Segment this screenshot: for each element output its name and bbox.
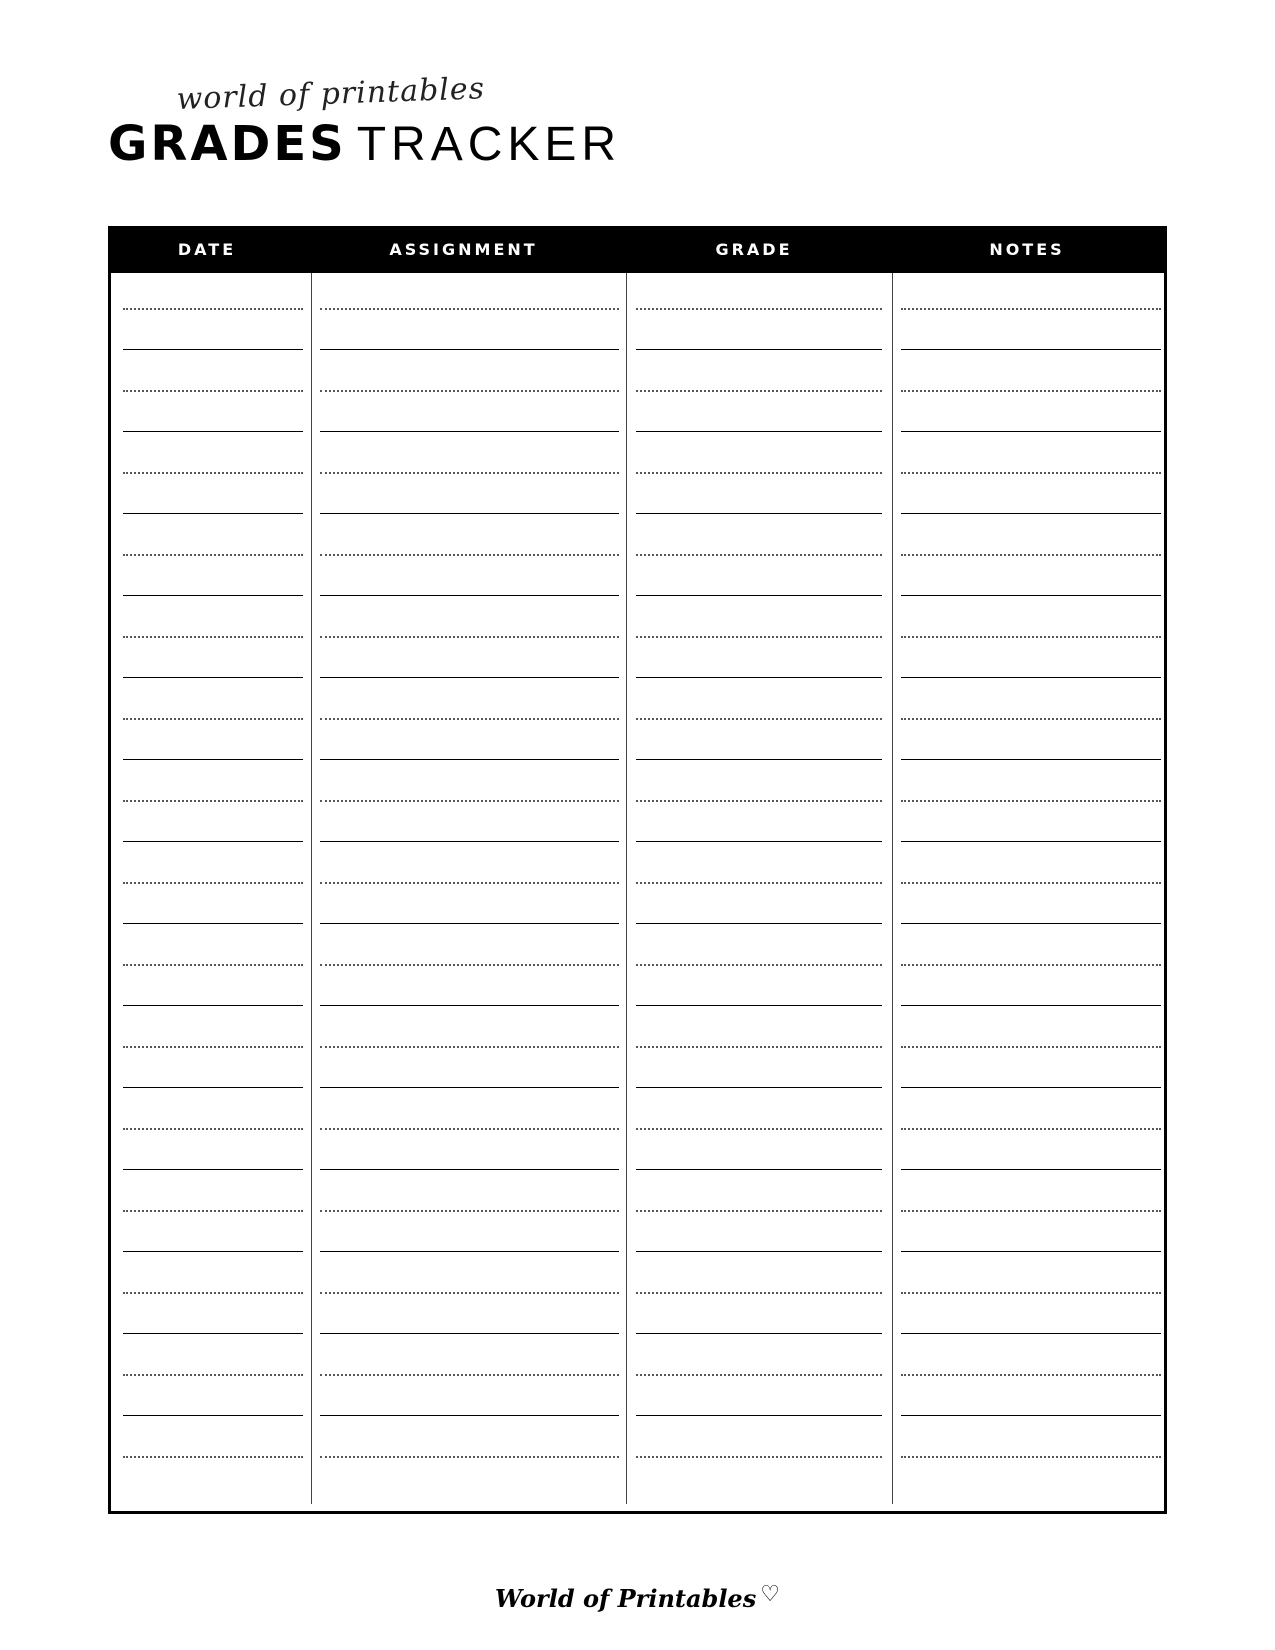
writing-line-solid	[901, 1169, 1161, 1170]
writing-line-solid	[901, 677, 1161, 678]
writing-line-dotted	[901, 636, 1161, 638]
writing-line-dotted	[636, 800, 882, 802]
writing-line-solid	[320, 513, 619, 514]
writing-line-dotted	[636, 1374, 882, 1376]
writing-line-dotted	[636, 308, 882, 310]
writing-line-dotted	[320, 390, 619, 392]
writing-line-solid	[123, 1251, 303, 1252]
writing-line-dotted	[320, 964, 619, 966]
writing-line-dotted	[636, 1046, 882, 1048]
writing-line-dotted	[901, 1046, 1161, 1048]
column-header-grade: GRADE	[715, 240, 793, 259]
writing-line-solid	[320, 1169, 619, 1170]
writing-line-dotted	[320, 1292, 619, 1294]
writing-line-solid	[636, 841, 882, 842]
column-header-assignment: ASSIGNMENT	[389, 240, 538, 259]
column-divider	[311, 273, 312, 1504]
writing-line-dotted	[320, 1456, 619, 1458]
writing-line-solid	[123, 595, 303, 596]
writing-line-solid	[123, 431, 303, 432]
writing-line-solid	[901, 1415, 1161, 1416]
writing-line-solid	[636, 595, 882, 596]
writing-line-dotted	[320, 554, 619, 556]
title-bold: GRADES	[108, 116, 347, 172]
writing-line-dotted	[636, 472, 882, 474]
writing-line-dotted	[123, 964, 303, 966]
writing-line-solid	[636, 677, 882, 678]
writing-line-dotted	[636, 718, 882, 720]
writing-line-solid	[320, 677, 619, 678]
writing-line-dotted	[320, 1046, 619, 1048]
writing-line-dotted	[636, 554, 882, 556]
column-header-date: DATE	[177, 240, 237, 259]
footer-brand-text: World of Printables	[495, 1584, 757, 1613]
writing-line-solid	[320, 595, 619, 596]
writing-line-solid	[320, 1087, 619, 1088]
writing-line-solid	[123, 677, 303, 678]
writing-line-dotted	[901, 882, 1161, 884]
writing-line-dotted	[901, 472, 1161, 474]
writing-line-dotted	[123, 636, 303, 638]
writing-line-dotted	[901, 1456, 1161, 1458]
writing-line-dotted	[320, 1374, 619, 1376]
writing-line-solid	[636, 1251, 882, 1252]
writing-line-solid	[123, 841, 303, 842]
writing-line-dotted	[123, 882, 303, 884]
writing-line-solid	[320, 923, 619, 924]
writing-line-solid	[320, 841, 619, 842]
writing-line-dotted	[123, 1374, 303, 1376]
writing-line-dotted	[123, 1292, 303, 1294]
column-divider	[892, 273, 893, 1504]
writing-line-dotted	[123, 554, 303, 556]
writing-line-solid	[123, 1169, 303, 1170]
writing-line-dotted	[901, 1374, 1161, 1376]
writing-line-dotted	[320, 472, 619, 474]
writing-line-dotted	[636, 882, 882, 884]
writing-line-solid	[123, 1005, 303, 1006]
writing-line-dotted	[320, 882, 619, 884]
writing-line-solid	[901, 431, 1161, 432]
writing-line-dotted	[320, 308, 619, 310]
writing-line-solid	[636, 1005, 882, 1006]
footer-brand	[0, 1582, 1275, 1613]
writing-line-dotted	[901, 390, 1161, 392]
writing-line-dotted	[901, 554, 1161, 556]
writing-line-dotted	[901, 964, 1161, 966]
writing-line-solid	[901, 1087, 1161, 1088]
writing-line-solid	[636, 513, 882, 514]
writing-line-solid	[320, 1333, 619, 1334]
writing-line-dotted	[636, 1456, 882, 1458]
writing-line-solid	[123, 1415, 303, 1416]
writing-line-dotted	[901, 1128, 1161, 1130]
writing-line-dotted	[123, 1456, 303, 1458]
writing-line-dotted	[636, 964, 882, 966]
writing-line-solid	[123, 513, 303, 514]
writing-line-solid	[636, 759, 882, 760]
writing-line-dotted	[901, 1292, 1161, 1294]
writing-line-dotted	[901, 1210, 1161, 1212]
writing-line-dotted	[320, 636, 619, 638]
page-title	[108, 118, 621, 171]
writing-line-solid	[901, 1005, 1161, 1006]
writing-line-solid	[320, 1251, 619, 1252]
writing-line-solid	[320, 1415, 619, 1416]
writing-line-solid	[901, 759, 1161, 760]
table-header	[108, 226, 1167, 273]
writing-line-dotted	[636, 1128, 882, 1130]
writing-line-dotted	[636, 636, 882, 638]
writing-line-solid	[901, 349, 1161, 350]
writing-line-solid	[320, 349, 619, 350]
writing-line-solid	[320, 431, 619, 432]
writing-line-dotted	[901, 800, 1161, 802]
writing-line-dotted	[123, 800, 303, 802]
writing-line-dotted	[320, 1210, 619, 1212]
writing-line-solid	[320, 759, 619, 760]
writing-line-solid	[636, 431, 882, 432]
writing-line-dotted	[123, 718, 303, 720]
grades-table	[108, 226, 1167, 1514]
writing-line-solid	[901, 841, 1161, 842]
column-divider	[626, 273, 627, 1504]
writing-line-solid	[123, 923, 303, 924]
heart-icon: ♡	[760, 1582, 780, 1607]
brand-script: world of printables	[176, 71, 486, 117]
title-light: TRACKER	[356, 118, 622, 171]
writing-line-solid	[636, 349, 882, 350]
writing-line-solid	[901, 923, 1161, 924]
writing-line-solid	[636, 1087, 882, 1088]
writing-line-dotted	[636, 390, 882, 392]
writing-line-solid	[901, 513, 1161, 514]
writing-line-dotted	[123, 1046, 303, 1048]
writing-line-solid	[636, 1415, 882, 1416]
writing-line-solid	[901, 595, 1161, 596]
writing-line-dotted	[320, 1128, 619, 1130]
writing-line-dotted	[901, 718, 1161, 720]
writing-line-solid	[636, 1333, 882, 1334]
writing-line-solid	[636, 1169, 882, 1170]
writing-line-solid	[123, 1333, 303, 1334]
writing-line-dotted	[320, 718, 619, 720]
writing-line-dotted	[123, 390, 303, 392]
writing-line-solid	[123, 759, 303, 760]
writing-line-solid	[901, 1251, 1161, 1252]
writing-line-dotted	[123, 1210, 303, 1212]
writing-line-solid	[636, 923, 882, 924]
writing-line-dotted	[636, 1210, 882, 1212]
writing-line-solid	[901, 1333, 1161, 1334]
writing-line-solid	[123, 349, 303, 350]
writing-line-dotted	[636, 1292, 882, 1294]
writing-line-dotted	[123, 308, 303, 310]
column-header-notes: NOTES	[989, 240, 1065, 259]
writing-line-dotted	[320, 800, 619, 802]
writing-line-solid	[123, 1087, 303, 1088]
writing-line-dotted	[901, 308, 1161, 310]
writing-line-dotted	[123, 472, 303, 474]
writing-line-solid	[320, 1005, 619, 1006]
writing-line-dotted	[123, 1128, 303, 1130]
